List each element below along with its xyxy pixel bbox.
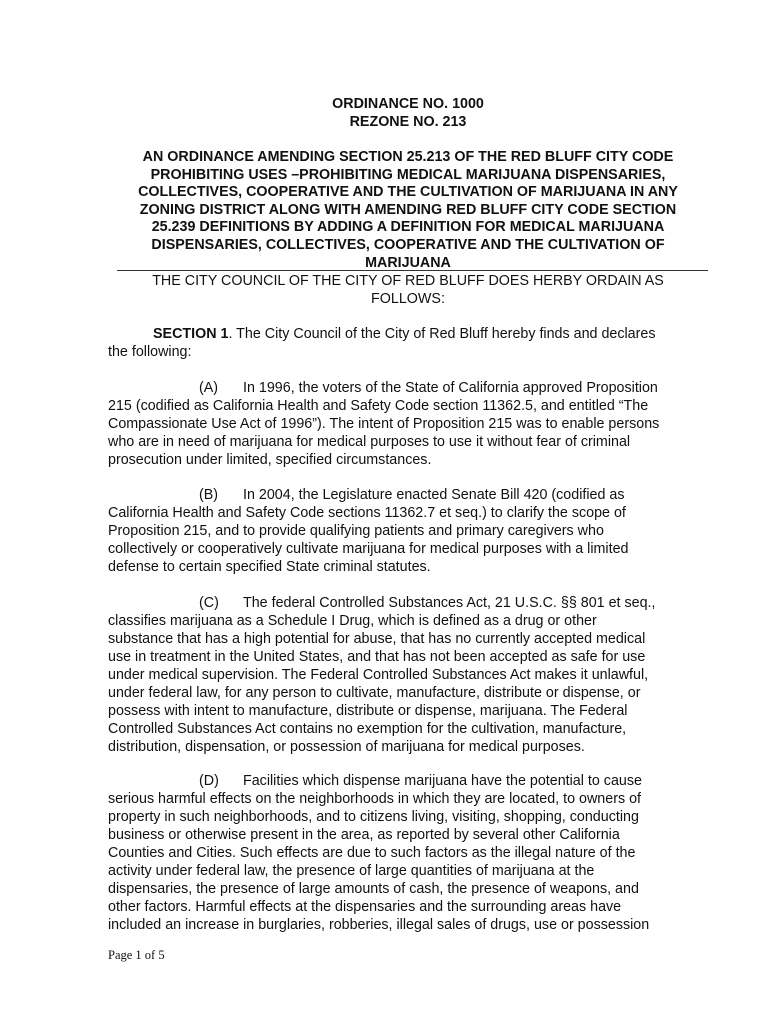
section-1-text: . The City Council of the City of Red Bluff hereby finds and declares: [228, 326, 656, 342]
paragraph-line: business or otherwise present in the area, as reported by several other California: [108, 827, 620, 843]
paragraph-line: other factors. Harmful effects at the dispensaries and the surrounding areas have: [108, 899, 622, 915]
title-divider: [117, 270, 708, 271]
paragraph-label: (D): [199, 773, 219, 789]
title-line: COLLECTIVES, COOPERATIVE AND THE CULTIVATION OF MARIJUANA IN ANY: [138, 184, 678, 201]
paragraph-line: included an increase in burglaries, robberies, illegal sales of drugs, use or possession: [108, 917, 650, 933]
paragraph-line: use in treatment in the United States, and that has not been accepted as safe for use: [108, 649, 646, 665]
paragraph-line: possess with intent to manufacture, distribute or dispense, marijuana. The Federal: [108, 703, 628, 719]
paragraph-line: dispensaries, the presence of large amounts of cash, the presence of weapons, and: [108, 881, 639, 897]
paragraph-line: Counties and Cities. Such effects are due to such factors as the illegal nature of the: [108, 845, 636, 861]
paragraph-line: In 1996, the voters of the State of California approved Proposition: [243, 380, 658, 396]
paragraph-line: Controlled Substances Act contains no exemption for the cultivation, manufacture,: [108, 721, 627, 737]
ordain-line: THE CITY COUNCIL OF THE CITY OF RED BLUFF DOES HERBY ORDAIN AS: [152, 273, 664, 289]
paragraph-line: collectively or cooperatively cultivate marijuana for medical purposes with a limited: [108, 541, 629, 557]
paragraph-a: [108, 379, 708, 469]
paragraph-line: under medical supervision. The Federal Controlled Substances Act makes it unlawful,: [108, 667, 649, 683]
section-1: [108, 325, 708, 361]
title-line: MARIJUANA: [365, 254, 451, 271]
paragraph-line: California Health and Safety Code sections 11362.7 et seq.) to clarify the scope of: [108, 505, 626, 521]
paragraph-line: serious harmful effects on the neighborhoods in which they are located, to owners of: [108, 791, 642, 807]
paragraph-label: (C): [199, 595, 219, 611]
paragraph-line: Proposition 215, and to provide qualifying patients and primary caregivers who: [108, 523, 604, 539]
paragraph-b: [108, 486, 708, 576]
paragraph-line: Facilities which dispense marijuana have the potential to cause: [243, 773, 642, 789]
ordain-line: FOLLOWS:: [371, 291, 445, 307]
paragraph-line: property in such neighborhoods, and to citizens living, visiting, shopping, conducting: [108, 809, 639, 825]
paragraph-line: 215 (codified as California Health and Safety Code section 11362.5, and entitled “The: [108, 398, 649, 414]
paragraph-line: Compassionate Use Act of 1996”). The intent of Proposition 215 was to enable persons: [108, 416, 660, 432]
title-line: AN ORDINANCE AMENDING SECTION 25.213 OF THE RED BLUFF CITY CODE: [142, 149, 674, 165]
rezone-number: REZONE NO. 213: [349, 114, 467, 130]
paragraph-line: prosecution under limited, specified circumstances.: [108, 452, 432, 468]
ordinance-number: ORDINANCE NO. 1000: [332, 96, 484, 112]
paragraph-d: [108, 772, 708, 934]
paragraph-line: classifies marijuana as a Schedule I Drug, which is defined as a drug or other: [108, 613, 597, 629]
paragraph-line: under federal law, for any person to cultivate, manufacture, distribute or dispense, or: [108, 685, 641, 701]
title-line: ZONING DISTRICT ALONG WITH AMENDING RED BLUFF CITY CODE SECTION: [139, 201, 677, 218]
paragraph-label: (B): [199, 487, 219, 503]
paragraph-line: distribution, dispensation, or possession of marijuana for medical purposes.: [108, 739, 585, 755]
paragraph-line: The federal Controlled Substances Act, 21 U.S.C. §§ 801 et seq.,: [243, 595, 656, 611]
ordain-clause: [108, 272, 708, 308]
paragraph-c: [108, 594, 708, 756]
paragraph-line: activity under federal law, the presence of large quantities of marijuana at the: [108, 863, 595, 879]
section-1-text: the following:: [108, 344, 192, 360]
title-line: DISPENSARIES, COLLECTIVES, COOPERATIVE AND THE CULTIVATION OF: [151, 236, 665, 253]
title-line: 25.239 DEFINITIONS BY ADDING A DEFINITION FOR MEDICAL MARIJUANA: [151, 219, 665, 236]
title-line: PROHIBITING USES –PROHIBITING MEDICAL MARIJUANA DISPENSARIES,: [150, 166, 666, 183]
paragraph-line: defense to certain specified State criminal statutes.: [108, 559, 431, 575]
paragraph-line: who are in need of marijuana for medical purposes to use it without fear of criminal: [108, 434, 631, 450]
page-number: Page 1 of 5: [108, 948, 165, 962]
paragraph-line: substance that has a high potential for abuse, that has no currently accepted medical: [108, 631, 646, 647]
paragraph-label: (A): [199, 380, 219, 396]
paragraph-line: In 2004, the Legislature enacted Senate Bill 420 (codified as: [243, 487, 625, 503]
ordinance-title: [108, 149, 708, 272]
section-1-label: SECTION 1: [153, 326, 229, 342]
